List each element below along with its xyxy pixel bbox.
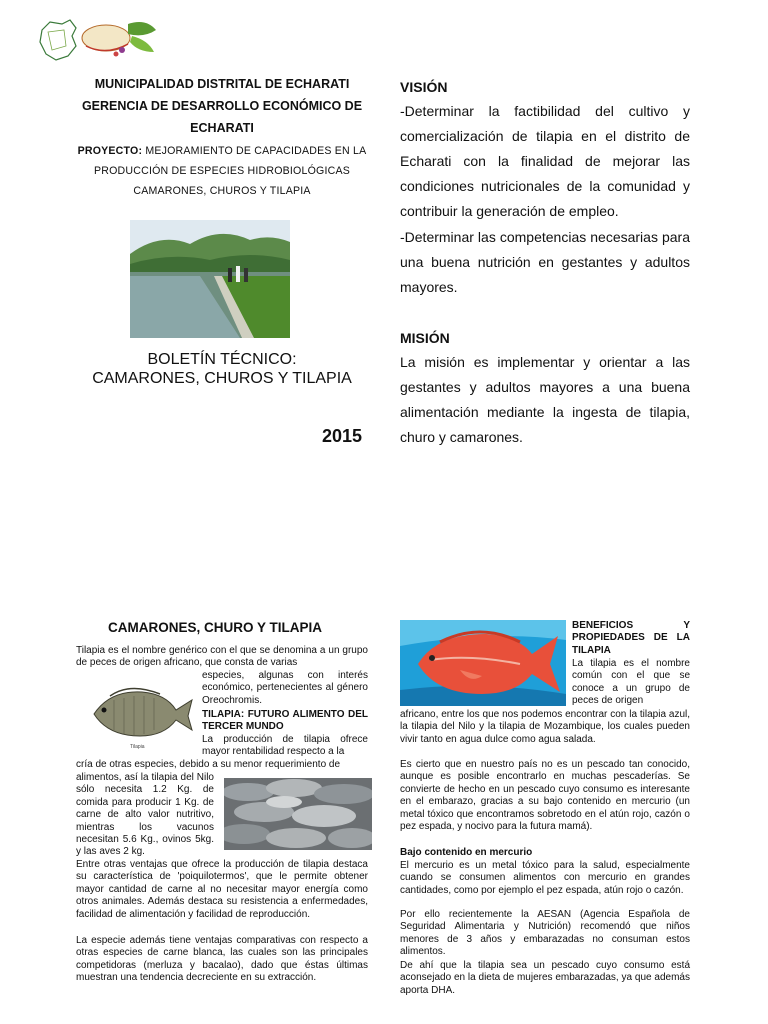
fish-caption: Tilapia	[130, 744, 145, 750]
mission-heading: MISIÓN	[400, 330, 450, 346]
project-line3: CAMARONES, CHUROS Y TILAPIA	[133, 185, 311, 197]
left-subheading-text: TILAPIA: FUTURO ALIMENTO DEL TERCER MUNDO	[202, 709, 368, 733]
right-para-4: Por ello recientemente la AESAN (Agencia Española de Seguridad Alimentaria y Nutrición) recomendó que niños menores de 3 años y embarazadas no consuman estos alimentos.	[400, 909, 690, 958]
right-article-title	[572, 620, 690, 657]
project-description	[72, 141, 372, 201]
left-para-2a: La producción de tilapia ofrece mayor rentabilidad respecto a la	[202, 734, 368, 758]
bulletin-title-line1: BOLETÍN TÉCNICO:	[147, 351, 297, 368]
mission-paragraph: La misión es implementar y orientar a las gestantes y adultos mayores a una buena alimentación mediante la ingesta de tilapia, churo y camarones.	[400, 354, 690, 445]
left-para-2c: alimentos, así la tilapia del Nilo sólo necesita 1.2 Kg. de comida para producir 1 Kg. de carne de alto valor nutritivo, mientras los vacunos necesitan 5.6 Kg., ovinos 5kg. y las aves 2 kg.	[76, 772, 214, 858]
left-para-2b: cría de otras especies, debido a su menor requerimiento de	[76, 759, 341, 770]
municipality-logo	[36, 16, 162, 66]
left-para-3: Entre otras ventajas que ofrece la producción de tilapia destaca su característica de 'poiquilotermos', que le permite obtener mayor cantidad de carne al no necesitar mayor energía como otros animales. Además destaca su resistencia a enfermedades, facilidad de alimentación y facilidad de reproducción.	[76, 859, 368, 920]
department-name-line2: ECHARATI	[190, 121, 254, 135]
right-article-title-text: BENEFICIOS Y PROPIEDADES DE LA TILAPIA	[572, 620, 690, 656]
left-article-title: CAMARONES, CHURO Y TILAPIA	[108, 620, 323, 635]
left-subheading-future-food	[202, 709, 368, 734]
municipality-name: MUNICIPALIDAD DISTRITAL DE ECHARATI	[94, 77, 350, 91]
project-line2: PRODUCCIÓN DE ESPECIES HIDROBIOLÓGICAS	[93, 165, 350, 177]
left-para-1b: especies, algunas con interés económico, pertenecientes al género Oreochromis.	[202, 670, 368, 706]
vision-heading: VISIÓN	[400, 79, 448, 95]
tilapia-pile-photo	[224, 778, 372, 850]
project-label: PROYECTO:	[77, 145, 143, 157]
right-subheading-mercury	[400, 847, 690, 859]
right-para-5: De ahí que la tilapia sea un pescado cuyo consumo está aconsejado en la dieta de mujeres embarazadas, ya que además aporta DHA.	[400, 960, 690, 996]
tilapia-illustration	[80, 676, 196, 752]
right-para-3: El mercurio es un metal tóxico para la salud, especialmente cuando se consumen alimentos con mercurio en grandes cantidades, como por ejemplo el pez espada, atún rojo o cazón.	[400, 860, 690, 896]
department-name-line1: GERENCIA DE DESARROLLO ECONÓMICO DE	[81, 99, 363, 113]
project-line1: MEJORAMIENTO DE CAPACIDADES EN LA	[142, 145, 367, 157]
vision-paragraph-1: -Determinar la factibilidad del cultivo y comercialización de tilapia en el distrito de Echarati con la finalidad de mejorar las condiciones nutricionales de la comunidad y contribuir la generación de empleo.	[400, 103, 690, 219]
vision-paragraph-2: -Determinar las competencias necesarias para una buena nutrición en gestantes y adultos mayores.	[400, 229, 690, 295]
fish-pond-photo	[130, 220, 290, 338]
right-para-2: Es cierto que en nuestro país no es un pescado tan conocido, aunque es posible encontrarlo en muchas pescaderías. Se convierte de hecho en un pescado cuyo consumo es interesante en el embarazo, gracias a su bajo contenido en mercurio (un metal tóxico que encontramos sobretodo en el atún rojo, cazón o pez espada, y nocivo para la futura mamá).	[400, 759, 690, 833]
left-para-1a: Tilapia es el nombre genérico con el que se denomina a un grupo de peces de origen africano, que consta de varias	[76, 645, 368, 669]
right-para-1b: africano, entre los que nos podemos encontrar con la tilapia azul, la tilapia del Nilo y la tilapia de Mozambique, los cuales pueden vivir tanto en agua dulce como agua salada.	[400, 709, 690, 745]
left-para-4: La especie además tiene ventajas comparativas con respecto a otras especies de carne blanca, las cuales son las principales competidoras (merluza y bacalao), dado que éstas últimas muestran una tendencia decreciente en su extracción.	[76, 935, 368, 984]
bulletin-year: 2015	[322, 426, 363, 446]
right-subheading-text: Bajo contenido en mercurio	[400, 847, 533, 858]
right-para-1a: La tilapia es el nombre común con el que se conoce a un grupo de peces de origen	[572, 658, 690, 707]
bulletin-title	[72, 350, 372, 388]
bulletin-title-line2: CAMARONES, CHUROS Y TILAPIA	[92, 370, 352, 387]
red-tilapia-photo	[400, 620, 566, 706]
